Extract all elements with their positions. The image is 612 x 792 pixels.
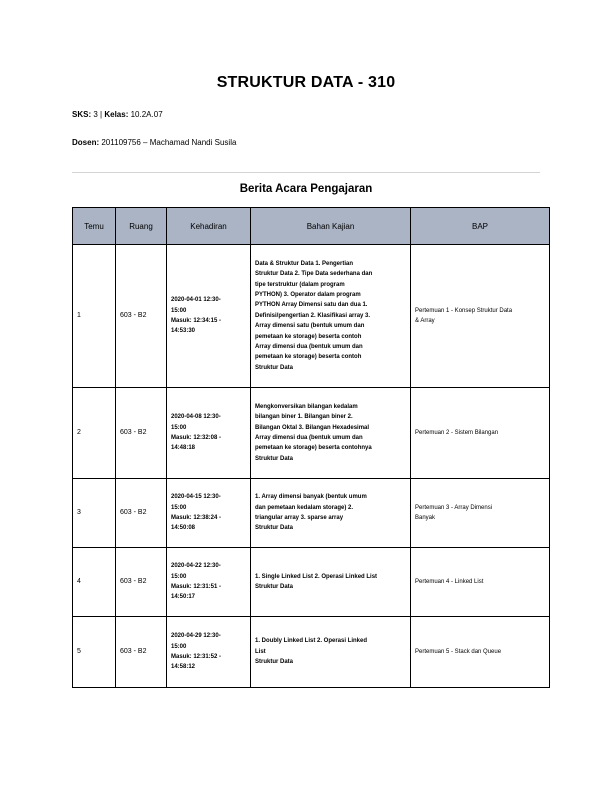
header-bahan-kajian: Bahan Kajian — [251, 208, 411, 245]
cell-bahan-kajian-line: 1. Array dimensi banyak (bentuk umum — [255, 494, 367, 501]
sks-label: SKS: — [72, 110, 92, 119]
cell-bahan-kajian-line: Struktur Data — [255, 525, 294, 532]
cell-bahan-kajian-line: dan pemetaan kedalam storage) 2. — [255, 504, 354, 511]
cell-bahan-kajian — [251, 548, 411, 617]
cell-kehadiran-line: 14:50:17 — [171, 594, 196, 601]
cell-bap-line: Pertemuan 1 - Konsep Struktur Data — [415, 307, 513, 314]
course-info-line — [72, 110, 163, 119]
cell-bap — [411, 479, 550, 548]
cell-bahan-kajian-line: 1. Single Linked List 2. Operasi Linked List — [255, 573, 378, 580]
cell-bahan-kajian-line: PYTHON Array Dimensi satu dan dua 1. — [255, 302, 368, 309]
teaching-record-table — [72, 207, 550, 688]
cell-kehadiran-line: 15:00 — [171, 643, 187, 650]
cell-kehadiran-line: 2020-04-08 12:30- — [171, 414, 221, 421]
cell-kehadiran-line: 14:48:18 — [171, 445, 196, 452]
cell-ruang: 603 - B2 — [116, 548, 167, 617]
cell-bap-line: Pertemuan 5 - Stack dan Queue — [415, 648, 502, 655]
cell-bahan-kajian-line: Array dimensi dua (bentuk umum dan — [255, 344, 363, 351]
cell-bahan-kajian-line: pemetaan ke storage) beserta contoh — [255, 354, 362, 361]
cell-kehadiran-line: 14:58:12 — [171, 664, 196, 671]
cell-bahan-kajian-line: tipe terstruktur (dalam program — [255, 281, 345, 288]
header-ruang: Ruang — [116, 208, 167, 245]
cell-temu: 1 — [73, 245, 116, 388]
cell-bap — [411, 548, 550, 617]
cell-bahan-kajian-line: Array dimensi satu (bentuk umum dan — [255, 323, 365, 330]
cell-ruang: 603 - B2 — [116, 479, 167, 548]
cell-kehadiran — [167, 479, 251, 548]
cell-kehadiran-line: 15:00 — [171, 424, 187, 431]
cell-temu: 3 — [73, 479, 116, 548]
lecturer-info-line — [72, 138, 236, 147]
cell-bahan-kajian — [251, 245, 411, 388]
cell-bahan-kajian-line: pemetaan ke storage) beserta contoh — [255, 333, 362, 340]
kelas-label: Kelas: — [104, 110, 129, 119]
cell-bahan-kajian-line: 1. Doubly Linked List 2. Operasi Linked — [255, 638, 368, 645]
cell-kehadiran-line: 15:00 — [171, 504, 187, 511]
cell-kehadiran-line: 15:00 — [171, 307, 187, 314]
cell-kehadiran — [167, 548, 251, 617]
header-kehadiran: Kehadiran — [167, 208, 251, 245]
cell-bahan-kajian-line: Bilangan Oktal 3. Bilangan Hexadesimal — [255, 424, 370, 431]
info-separator: | — [100, 110, 103, 119]
header-temu: Temu — [73, 208, 116, 245]
dosen-label: Dosen: — [72, 138, 100, 147]
cell-kehadiran-line: 14:53:30 — [171, 328, 196, 335]
cell-kehadiran-line: 2020-04-29 12:30- — [171, 633, 221, 640]
cell-temu: 4 — [73, 548, 116, 617]
table-row — [73, 388, 550, 479]
cell-bap-line: & Array — [415, 318, 435, 324]
cell-kehadiran-line: Masuk: 12:34:15 - — [171, 318, 222, 324]
cell-kehadiran-line: 15:00 — [171, 573, 187, 580]
cell-ruang: 603 - B2 — [116, 245, 167, 388]
cell-bap — [411, 617, 550, 688]
table-row — [73, 548, 550, 617]
cell-kehadiran-line: Masuk: 12:38:24 - — [171, 515, 222, 521]
cell-kehadiran-line: 2020-04-01 12:30- — [171, 297, 221, 304]
table-row — [73, 479, 550, 548]
cell-bahan-kajian-line: Struktur Data 2. Tipe Data sederhana dan — [255, 271, 373, 278]
cell-bap-line: Pertemuan 4 - Linked List — [415, 578, 484, 585]
cell-bahan-kajian-line: Mengkonversikan bilangan kedalam — [255, 403, 358, 410]
cell-bahan-kajian-line: Data & Struktur Data 1. Pengertian — [255, 260, 354, 267]
section-title: Berita Acara Pengajaran — [239, 183, 373, 195]
cell-temu: 5 — [73, 617, 116, 688]
cell-bahan-kajian-line: Struktur Data — [255, 659, 294, 666]
cell-kehadiran-line: 2020-04-15 12:30- — [171, 494, 221, 501]
dosen-value: 201109756 – Machamad Nandi Susila — [101, 138, 237, 147]
cell-bahan-kajian — [251, 479, 411, 548]
cell-bahan-kajian-line: pemetaan ke storage) beserta contohnya — [255, 445, 372, 452]
cell-kehadiran — [167, 245, 251, 388]
divider — [72, 172, 540, 173]
cell-bahan-kajian-line: Struktur Data — [255, 584, 294, 590]
cell-bahan-kajian — [251, 388, 411, 479]
header-bap: BAP — [411, 208, 550, 245]
cell-bap — [411, 245, 550, 388]
cell-kehadiran-line: Masuk: 12:32:08 - — [171, 435, 222, 441]
cell-bahan-kajian-line: Struktur Data — [255, 364, 294, 371]
table-header-row — [73, 208, 550, 245]
table-row — [73, 617, 550, 688]
sks-value: 3 — [93, 110, 98, 119]
cell-kehadiran-line: Masuk: 12:31:51 - — [171, 584, 222, 590]
cell-bahan-kajian-line: Array dimensi dua (bentuk umum dan — [255, 435, 363, 441]
cell-kehadiran — [167, 617, 251, 688]
cell-kehadiran-line: 14:50:08 — [171, 525, 196, 532]
cell-bahan-kajian-line: PYTHON) 3. Operator dalam program — [255, 291, 361, 298]
cell-bahan-kajian-line: triangular array 3. sparse array — [255, 515, 344, 521]
cell-kehadiran-line: 2020-04-22 12:30- — [171, 563, 221, 570]
kelas-value: 10.2A.07 — [130, 110, 163, 119]
cell-bahan-kajian-line: Definisi/pengertian 2. Klasifikasi array 3. — [255, 312, 371, 319]
cell-bahan-kajian-line: Struktur Data — [255, 455, 294, 462]
cell-bap-line: Pertemuan 2 - Sistem Bilangan — [415, 429, 499, 436]
cell-kehadiran — [167, 388, 251, 479]
cell-bahan-kajian-line: List — [255, 648, 266, 655]
cell-bahan-kajian — [251, 617, 411, 688]
cell-temu: 2 — [73, 388, 116, 479]
table-row — [73, 245, 550, 388]
cell-bap-line: Banyak — [415, 515, 436, 521]
cell-bap-line: Pertemuan 3 - Array Dimensi — [415, 504, 493, 511]
page-title: STRUKTUR DATA - 310 — [216, 74, 396, 91]
cell-bahan-kajian-line: bilangan biner 1. Bilangan biner 2. — [255, 414, 353, 421]
cell-ruang: 603 - B2 — [116, 388, 167, 479]
cell-bap — [411, 388, 550, 479]
cell-ruang: 603 - B2 — [116, 617, 167, 688]
cell-kehadiran-line: Masuk: 12:31:52 - — [171, 654, 222, 660]
